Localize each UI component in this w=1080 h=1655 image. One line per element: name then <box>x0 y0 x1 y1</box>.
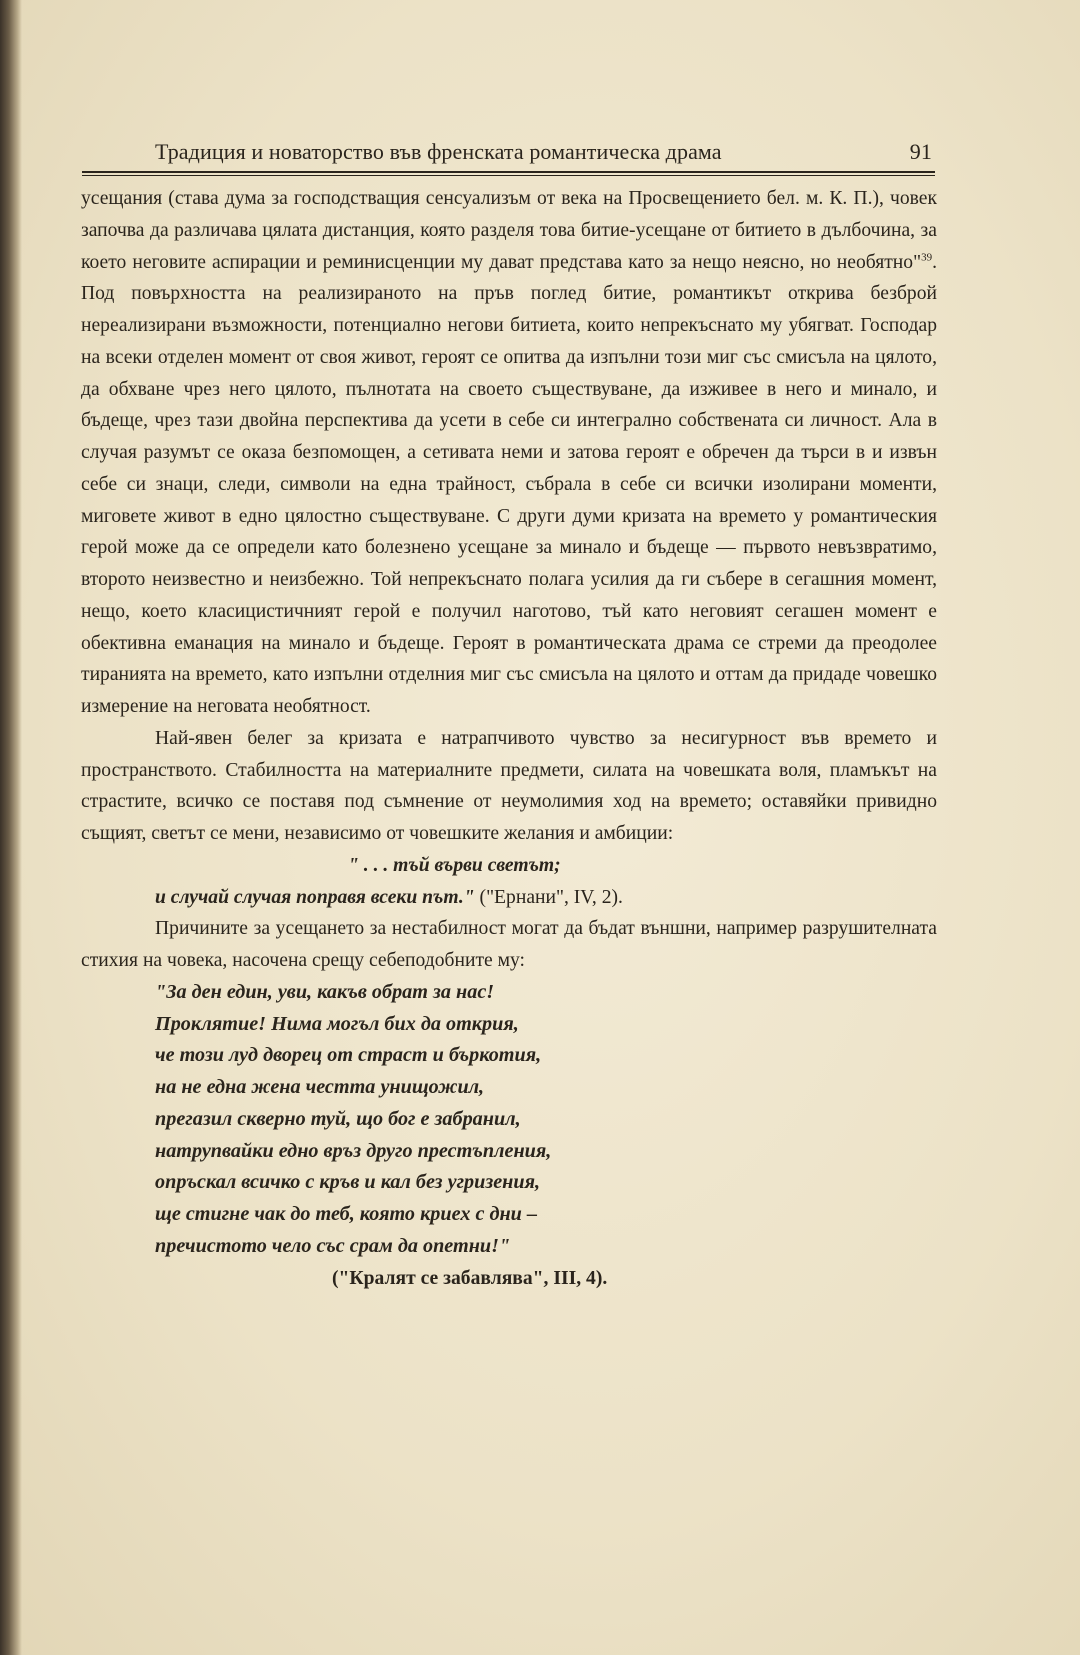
poem-line: прегазил скверно туй, що бог е забранил, <box>155 1107 521 1130</box>
paragraph-1-text: усещания (става дума за господстващия сенсуализъм от века на Просвещението бел. м. К. П.), човек започва да различава цялата дистанция, която разделя това битие-усещане от битието в дълбочина, за което неговите аспирации и реминисценции му дават представа като за нещо неясно, но необятно" <box>81 188 937 273</box>
book-spine-shadow <box>0 0 22 1655</box>
page-body <box>81 183 937 1294</box>
poem-line: Проклятие! Нима могъл бих да открия, <box>155 1012 519 1035</box>
paragraph-1-continuation: . Под повърхността на реализираното на пръв поглед битие, романтикът открива безброй нереализирани възможности, потенциално негови битиета, които непрекъснато му убягват. Господар на всеки отделен момент от своя живот, героят се опитва да изпълни този миг със смисъла на цялото, да обхване чрез него цялото, пълнотата на своето съществуване, да изживее в него и минало, и бъдеще, чрез тази двойна перспектива да усети в себе си интегрално собствената си личност. Ала в случая разумът се оказа безпомощен, а сетивата неми и затова героят е обречен да търси в и извън себе си знаци, следи, символи на една трайност, събрала в себе си всички изолирани моменти, миговете живот в едно цялостно съществуване. С други думи кризата на времето у романтическия герой може да се определи като болезнено усещане за минало и бъдеще — първото невъзвратимо, второто неизвестно и неизбежно. Той непрекъснато полага усилия да ги събере в сегашния момент, нещо, което класицистичният герой е получил наготово, тъй като неговият сегашен момент е обективна еманация на минало и бъдеще. Героят в романтическата драма се стреми да преодолее тиранията на времето, като изпълни отделния миг със смисъла на цялото и оттам да придаде човешко измерение на неговата необятност. <box>81 251 937 717</box>
paragraph-1 <box>81 183 937 723</box>
poem-quote <box>81 977 937 1263</box>
poem-line: опръскал всичко с кръв и кал без угризения, <box>155 1171 541 1194</box>
poem-line: на не една жена честта унищожил, <box>155 1076 485 1098</box>
poem-line: че този луд дворец от страст и бъркотия, <box>155 1044 542 1067</box>
header-rule-thick <box>82 171 935 173</box>
paragraph-2: Най-явен белег за кризата е натрапчивото чувство за несигурност във времето и пространството. Стабилността на материалните предмети, силата на човешката воля, пламъкът на страстите, всичко се поставя под съмнение от неумолимия ход на времето; оставяйки привидно същият, светът се мени, независимо от човешките желания и амбиции: <box>81 727 937 844</box>
running-header <box>82 135 935 175</box>
quote-1-line-1: " . . . тъй върви светът; <box>348 854 561 876</box>
footnote-marker: 39 <box>921 250 933 263</box>
poem-line: натрупвайки едно връз друго престъпления, <box>155 1139 552 1162</box>
paragraph-3: Причините за усещането за нестабилност могат да бъдат външни, например разрушителната стихия на човека, насочена срещу себеподобните му: <box>81 918 937 971</box>
running-title: Традиция и новаторство във френската романтическа драма <box>155 139 722 164</box>
poem-line: ще стигне чак до теб, която криех с дни – <box>155 1203 538 1225</box>
header-rule-thin <box>82 175 935 176</box>
poem-source: ("Кралят се забавлява", III, 4). <box>332 1267 608 1289</box>
quote-1-source: ("Ернани", IV, 2). <box>474 886 623 908</box>
quote-1-line-2-text: и случай случая поправя всеки път." <box>155 886 475 908</box>
poem-line: "За ден един, уви, какъв обрат за нас! <box>155 980 495 1003</box>
quote-1-line-2 <box>81 882 937 914</box>
poem-line: пречистото чело със срам да опетни!" <box>155 1234 511 1257</box>
page-number: 91 <box>909 139 932 164</box>
